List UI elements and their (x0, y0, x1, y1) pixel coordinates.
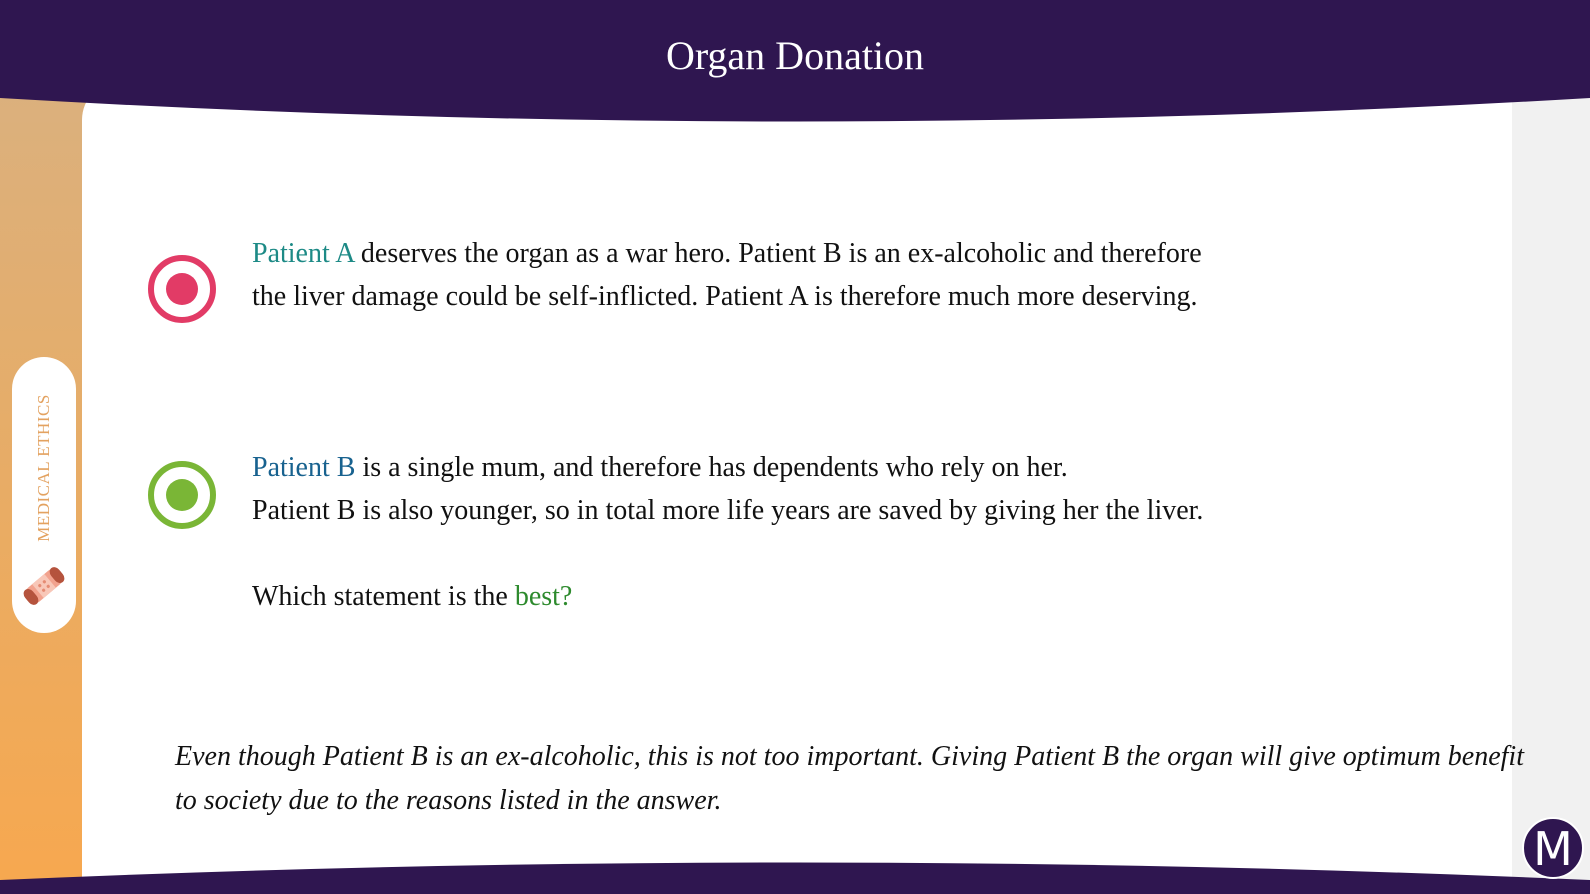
explanation-text: Even though Patient B is an ex-alcoholic, this is not too important. Giving Patient B the organ will give optimum benefit to society due to the reasons listed in the answer. (175, 741, 1524, 816)
option-a-statement[interactable] (252, 232, 1202, 318)
question-prefix: Which statement is the (252, 581, 515, 612)
option-b-statement[interactable] (252, 446, 1203, 532)
option-a-line-1 (252, 232, 1202, 275)
option-b-line-1 (252, 446, 1203, 489)
brand-logo-letter: M (1533, 822, 1573, 876)
option-a-radio-icon[interactable] (147, 254, 217, 324)
option-b-text-1: is a single mum, and therefore has dependents who rely on her. (355, 452, 1068, 483)
option-a-patient-label: Patient A (252, 238, 354, 269)
bandage-icon (20, 562, 68, 610)
option-b-patient-label: Patient B (252, 452, 356, 483)
brand-logo (1522, 817, 1584, 879)
option-b-line-2: Patient B is also younger, so in total more life years are saved by giving her the liver. (252, 495, 1204, 526)
page-title: Organ Donation (665, 33, 925, 78)
option-a-text-1: deserves the organ as a war hero. Patient B is an ex-alcoholic and therefore (353, 238, 1202, 269)
option-a-line-2: the liver damage could be self-inflicted. Patient A is therefore much more deserving. (252, 281, 1198, 312)
footer-banner (0, 850, 1590, 894)
option-b-radio-icon[interactable] (147, 460, 217, 530)
question-highlight: best? (514, 581, 573, 612)
question-text (252, 575, 572, 618)
sidebar-tag-label: MEDICAL ETHICS (34, 394, 53, 542)
